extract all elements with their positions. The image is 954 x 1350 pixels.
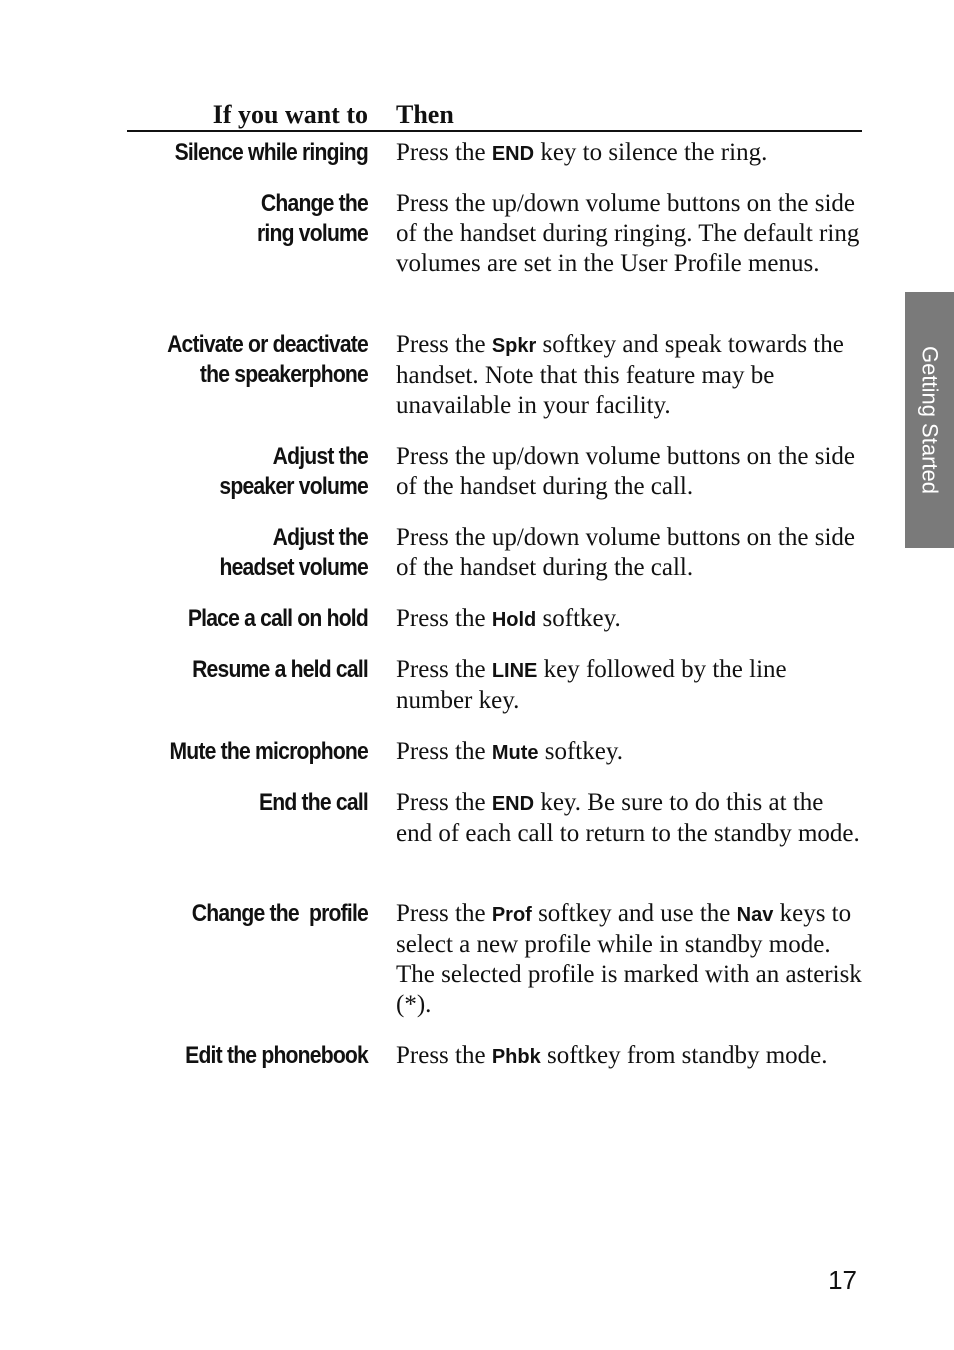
mute-key-label: Mute: [491, 742, 539, 764]
table-row: [127, 604, 862, 635]
task-description: Press the Mute softkey.: [396, 738, 623, 765]
task-description: Press the END key. Be sure to do this at the end of each call to return to the standby mode.: [396, 789, 860, 847]
task-label: Adjust the speaker volume: [219, 443, 368, 500]
task-label: Place a call on hold: [187, 605, 368, 632]
task-label: Resume a held call: [192, 656, 368, 683]
task-label: Change the profile: [191, 900, 368, 927]
task-description: Press the Hold softkey.: [396, 605, 621, 632]
page-number: 17: [828, 1265, 857, 1295]
task-description: Press the up/down volume buttons on the side of the handset during the call.: [396, 443, 855, 500]
line-key-label: LINE: [491, 660, 538, 682]
table-header: [127, 98, 862, 132]
table-row: [127, 523, 862, 583]
task-description: Press the Phbk softkey from standby mode.: [396, 1042, 828, 1069]
section-tab: [905, 292, 954, 548]
section-tab-label: Getting Started: [917, 346, 943, 494]
end-key-label: END: [491, 793, 535, 815]
task-label: Mute the microphone: [169, 738, 368, 765]
phbk-key-label: Phbk: [491, 1046, 541, 1068]
table-row: [127, 737, 862, 768]
task-description: Press the END key to silence the ring.: [396, 139, 768, 166]
table-row: [127, 899, 862, 1020]
table-row: [127, 655, 862, 716]
table-row: [127, 330, 862, 421]
header-if-you-want-to: If you want to: [212, 100, 368, 129]
task-label: Activate or deactivate the speakerphone: [167, 331, 368, 388]
task-description: Press the up/down volume buttons on the side of the handset during the call.: [396, 524, 855, 581]
table-row: [127, 788, 862, 849]
hold-key-label: Hold: [491, 609, 537, 631]
nav-key-label: Nav: [736, 904, 774, 926]
task-label: End the call: [258, 789, 368, 816]
table-row: [127, 1041, 862, 1072]
task-description: Press the Spkr softkey and speak towards the handset. Note that this feature may be unavailable in your facility.: [396, 331, 844, 419]
table-row: [127, 138, 862, 169]
task-description: Press the up/down volume buttons on the side of the handset during ringing. The default ring volumes are set in the User Profile menus.: [396, 190, 860, 277]
header-then: Then: [396, 100, 454, 129]
table-row: [127, 442, 862, 502]
spkr-key-label: Spkr: [491, 335, 537, 357]
task-label: Edit the phonebook: [185, 1042, 368, 1069]
instructions-table: [127, 98, 862, 1069]
task-description: Press the LINE key followed by the line number key.: [396, 656, 787, 714]
task-label: Silence while ringing: [174, 139, 368, 166]
table-row: [127, 189, 862, 279]
task-label: Change the ring volume: [257, 190, 368, 247]
task-description: Press the Prof softkey and use the Nav keys to select a new profile while in standby mode. The selected profile is marked with an asterisk (*).: [396, 900, 862, 1018]
prof-key-label: Prof: [491, 904, 532, 926]
end-key-label: END: [491, 143, 535, 165]
task-label: Adjust the headset volume: [219, 524, 368, 581]
